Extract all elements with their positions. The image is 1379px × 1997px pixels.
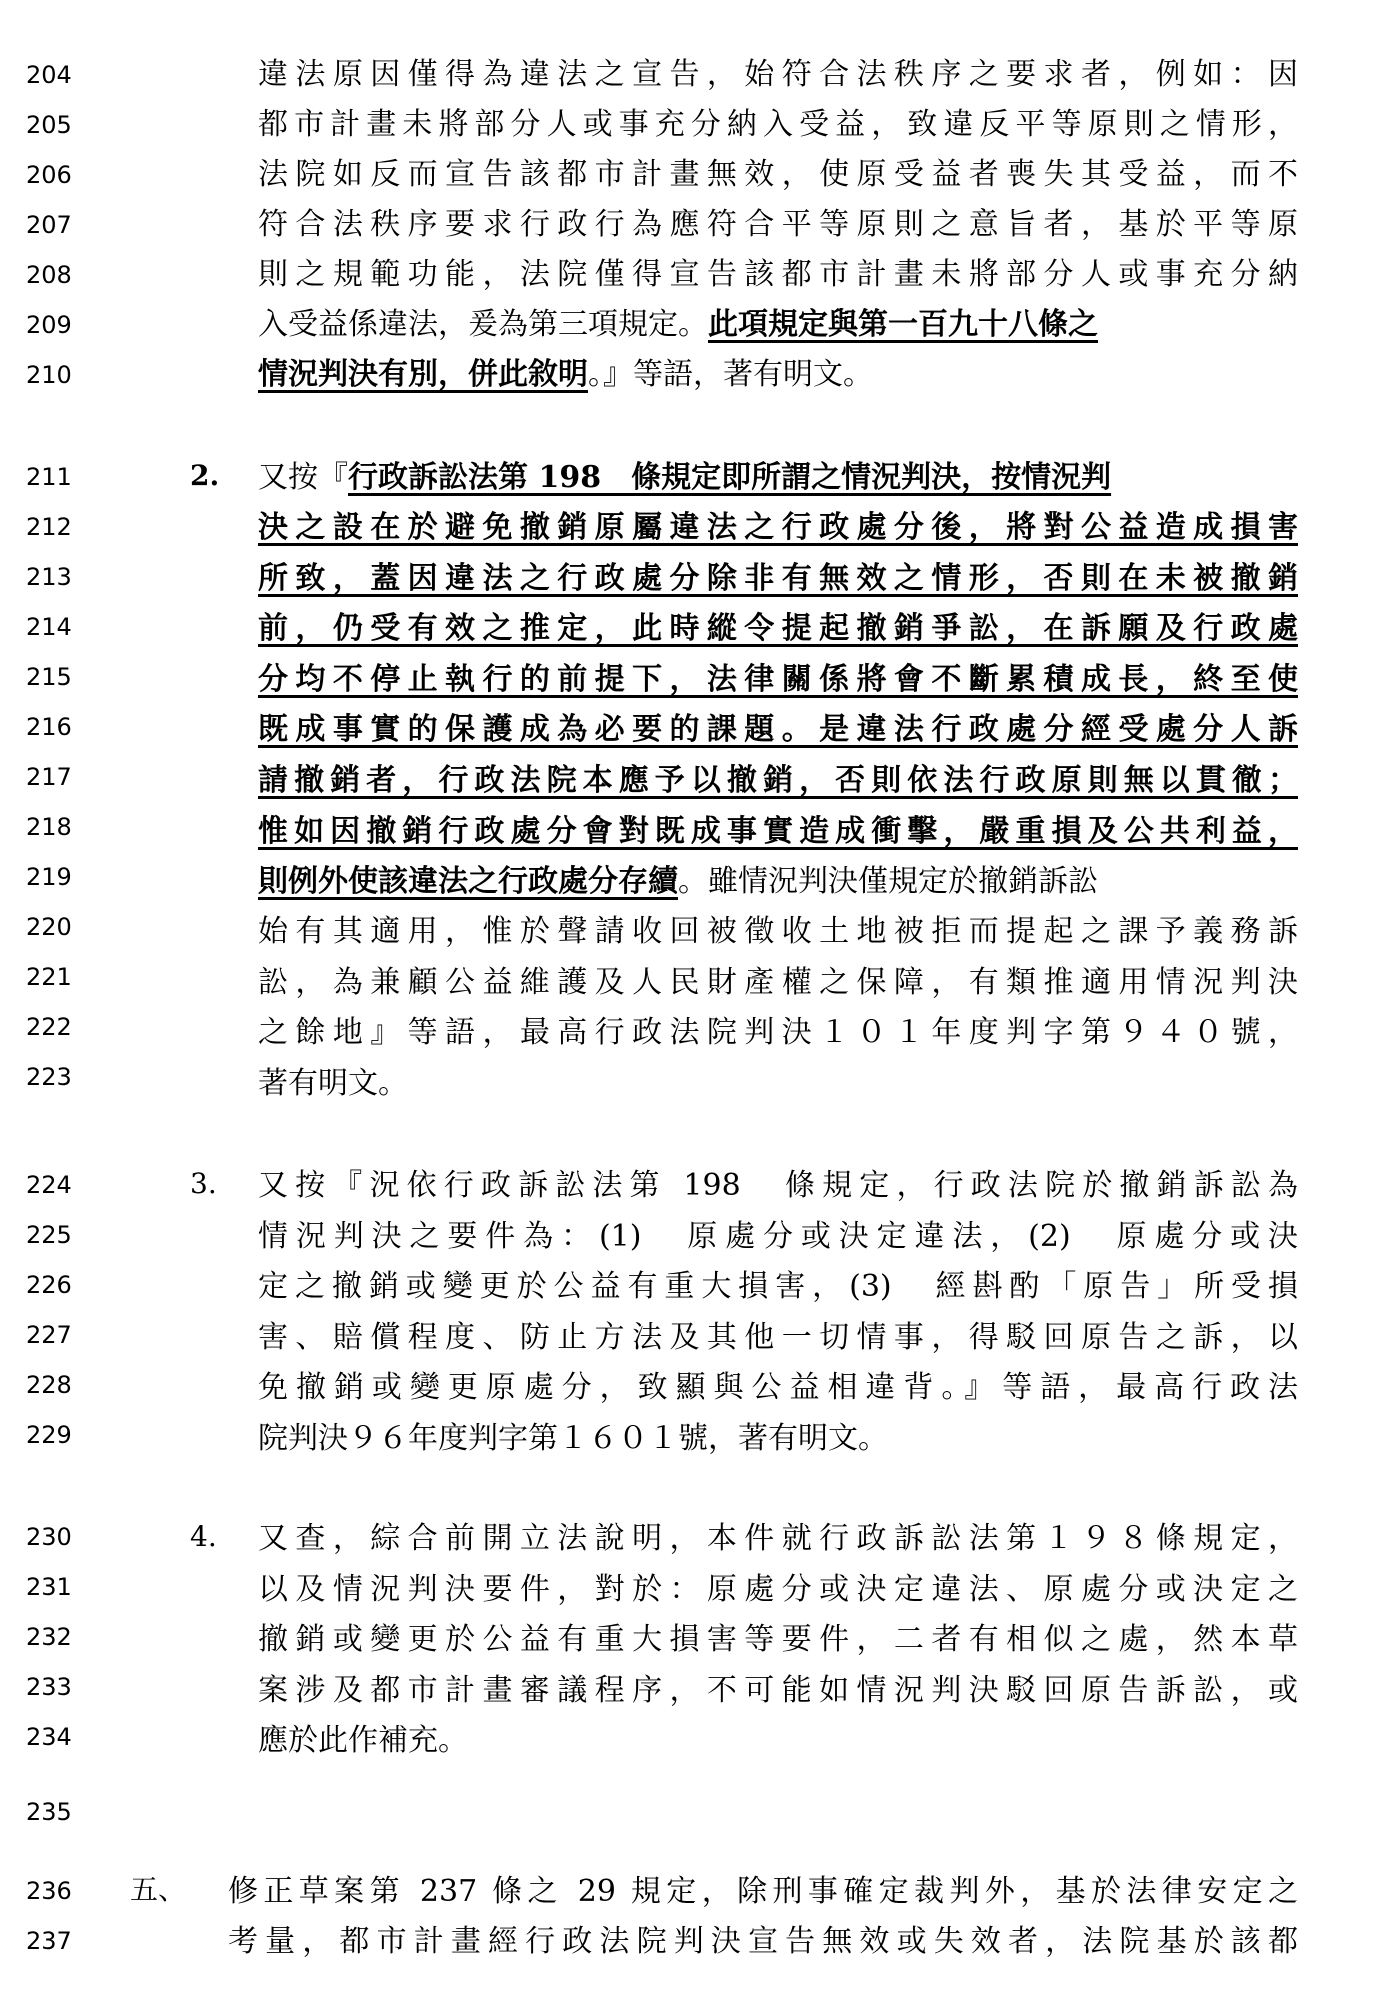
line-number: 213 <box>26 563 72 591</box>
line-number: 219 <box>26 863 72 891</box>
text-line <box>258 912 1298 952</box>
plain-text: 又按『 <box>258 460 348 495</box>
line-number: 232 <box>26 1623 72 1651</box>
text-line <box>258 1419 1298 1459</box>
text-line: 符合法秩序要求行政行為應符合平等原則之意旨者，基於平等原 <box>258 207 1298 242</box>
plain-text: 著有明文。 <box>258 1065 408 1101</box>
list-marker: 2. <box>190 459 220 492</box>
line-number: 222 <box>26 1013 72 1041</box>
line-number: 224 <box>26 1171 72 1199</box>
text-line <box>258 1721 1298 1761</box>
text-line <box>258 559 1298 599</box>
text-line <box>258 660 1298 700</box>
line-number: 212 <box>26 513 72 541</box>
line-number: 216 <box>26 713 72 741</box>
underlined-emphasis: 前，仍受有效之推定，此時縱令提起撤銷爭訟，在訴願及行政處 <box>258 611 1298 647</box>
plain-text: 情況判決之要件為：(1) 原處分或決定違法，(2) 原處分或決 <box>258 1218 1298 1254</box>
plain-text: 訟，為兼顧公益維護及人民財產權之保障，有類推適用情況判決 <box>258 964 1298 1000</box>
plain-text: 院判決９６年度判字第１６０１號，著有明文。 <box>258 1421 888 1456</box>
text-line <box>258 1318 1298 1358</box>
plain-text: 入受益係違法，爰為第三項規定。 <box>258 307 708 342</box>
list-marker: 3. <box>190 1167 217 1200</box>
text-line: 法院如反而宣告該都市計畫無效，使原受益者喪失其受益，而不 <box>258 157 1298 192</box>
line-number: 236 <box>26 1877 72 1905</box>
line-number: 235 <box>26 1798 72 1826</box>
line-number: 237 <box>26 1927 72 1955</box>
plain-text: 又查，綜合前開立法說明，本件就行政訴訟法第１９８條規定， <box>258 1521 1298 1556</box>
text-line <box>258 1671 1298 1711</box>
line-number: 205 <box>26 111 72 139</box>
text-line <box>258 1166 1298 1206</box>
plain-text: 以及情況判決要件，對於：原處分或決定違法、原處分或決定之 <box>258 1571 1298 1607</box>
text-line <box>258 355 1298 395</box>
line-number: 207 <box>26 211 72 239</box>
text-line <box>258 508 1298 548</box>
line-number: 221 <box>26 963 72 991</box>
line-number: 208 <box>26 261 72 289</box>
line-number: 227 <box>26 1321 72 1349</box>
text-line <box>258 1368 1298 1408</box>
line-number: 209 <box>26 311 72 339</box>
line-number: 210 <box>26 361 72 389</box>
underlined-emphasis: 惟如因撤銷行政處分會對既成事實造成衝擊，嚴重損及公共利益， <box>258 813 1298 849</box>
plain-text: 應於此作補充。 <box>258 1723 468 1759</box>
plain-text: 之餘地』等語，最高行政法院判決１０１年度判字第９４０號， <box>258 1015 1298 1051</box>
text-line <box>258 862 1298 902</box>
underlined-emphasis: 所致，蓋因違法之行政處分除非有無效之情形，否則在未被撤銷 <box>258 560 1298 596</box>
line-number: 229 <box>26 1421 72 1449</box>
plain-text: 撤銷或變更於公益有重大損害等要件，二者有相似之處，然本草 <box>258 1622 1298 1658</box>
underlined-emphasis: 既成事實的保護成為必要的課題。是違法行政處分經受處分人訴 <box>258 712 1298 748</box>
text-line <box>258 609 1298 649</box>
underlined-emphasis: 此項規定與第一百九十八條之 <box>708 307 1098 342</box>
line-number: 223 <box>26 1063 72 1091</box>
line-number: 230 <box>26 1523 72 1551</box>
line-number: 233 <box>26 1673 72 1701</box>
text-line <box>228 1872 1298 1912</box>
text-line <box>258 458 1298 498</box>
list-marker: 4. <box>190 1520 217 1553</box>
plain-text: 考量，都市計畫經行政法院判決宣告無效或失效者，法院基於該都 <box>228 1924 1298 1959</box>
line-number: 218 <box>26 813 72 841</box>
line-number: 214 <box>26 613 72 641</box>
plain-text: 始有其適用，惟於聲請收回被徵收土地被拒而提起之課予義務訴 <box>258 914 1298 949</box>
plain-text: 案涉及都市計畫審議程序，不可能如情況判決駁回原告訴訟，或 <box>258 1672 1298 1708</box>
line-number: 234 <box>26 1723 72 1751</box>
text-line <box>258 1013 1298 1053</box>
plain-text: 又按『況依行政訴訟法第 198 條規定，行政法院於撤銷訴訟為 <box>258 1168 1298 1203</box>
plain-text: 害、賠償程度、防止方法及其他一切情事，得駁回原告之訴，以 <box>258 1319 1298 1355</box>
plain-text: 。雖情況判決僅規定於撤銷訴訟 <box>678 864 1098 899</box>
line-number: 225 <box>26 1221 72 1249</box>
text-line <box>228 1922 1298 1962</box>
text-line <box>258 1519 1298 1559</box>
line-number: 211 <box>26 463 72 491</box>
line-number: 220 <box>26 913 72 941</box>
text-line <box>258 1570 1298 1610</box>
text-line <box>258 963 1298 1003</box>
text-line <box>258 1217 1298 1257</box>
underlined-emphasis: 則例外使該違法之行政處分存續 <box>258 864 678 899</box>
plain-text: 免撤銷或變更原處分，致顯與公益相違背。』等語，最高行政法 <box>258 1370 1298 1406</box>
text-line <box>258 710 1298 750</box>
plain-text: 。』等語，著有明文。 <box>588 357 873 392</box>
plain-text: 修正草案第 237 條之 29 規定，除刑事確定裁判外，基於法律安定之 <box>228 1874 1298 1909</box>
underlined-emphasis: 分均不停止執行的前提下，法律關係將會不斷累積成長，終至使 <box>258 661 1298 697</box>
plain-text: 定之撤銷或變更於公益有重大損害，(3) 經斟酌「原告」所受損 <box>258 1269 1298 1305</box>
text-line <box>258 761 1298 801</box>
text-line: 都市計畫未將部分人或事充分納入受益，致違反平等原則之情形， <box>258 107 1298 142</box>
text-line <box>258 1064 1298 1104</box>
text-line <box>258 1267 1298 1307</box>
line-number: 204 <box>26 61 72 89</box>
text-line <box>258 305 1298 345</box>
line-number: 215 <box>26 663 72 691</box>
line-number: 217 <box>26 763 72 791</box>
text-line: 則之規範功能，法院僅得宣告該都市計畫未將部分人或事充分納 <box>258 257 1298 292</box>
line-number: 206 <box>26 161 72 189</box>
line-number: 228 <box>26 1371 72 1399</box>
underlined-emphasis: 決之設在於避免撤銷原屬違法之行政處分後，將對公益造成損害 <box>258 510 1298 545</box>
text-line <box>258 812 1298 852</box>
underlined-emphasis: 行政訴訟法第 198 條規定即所謂之情況判決，按情況判 <box>348 460 1112 495</box>
text-line: 違法原因僅得為違法之宣告，始符合法秩序之要求者，例如：因 <box>258 57 1298 92</box>
underlined-emphasis: 請撤銷者，行政法院本應予以撤銷，否則依法行政原則無以貫徹； <box>258 763 1298 798</box>
text-line <box>258 1620 1298 1660</box>
line-number: 231 <box>26 1573 72 1601</box>
line-number: 226 <box>26 1271 72 1299</box>
underlined-emphasis: 情況判決有別，併此敘明 <box>258 357 588 392</box>
section-marker: 五、 <box>130 1873 187 1906</box>
